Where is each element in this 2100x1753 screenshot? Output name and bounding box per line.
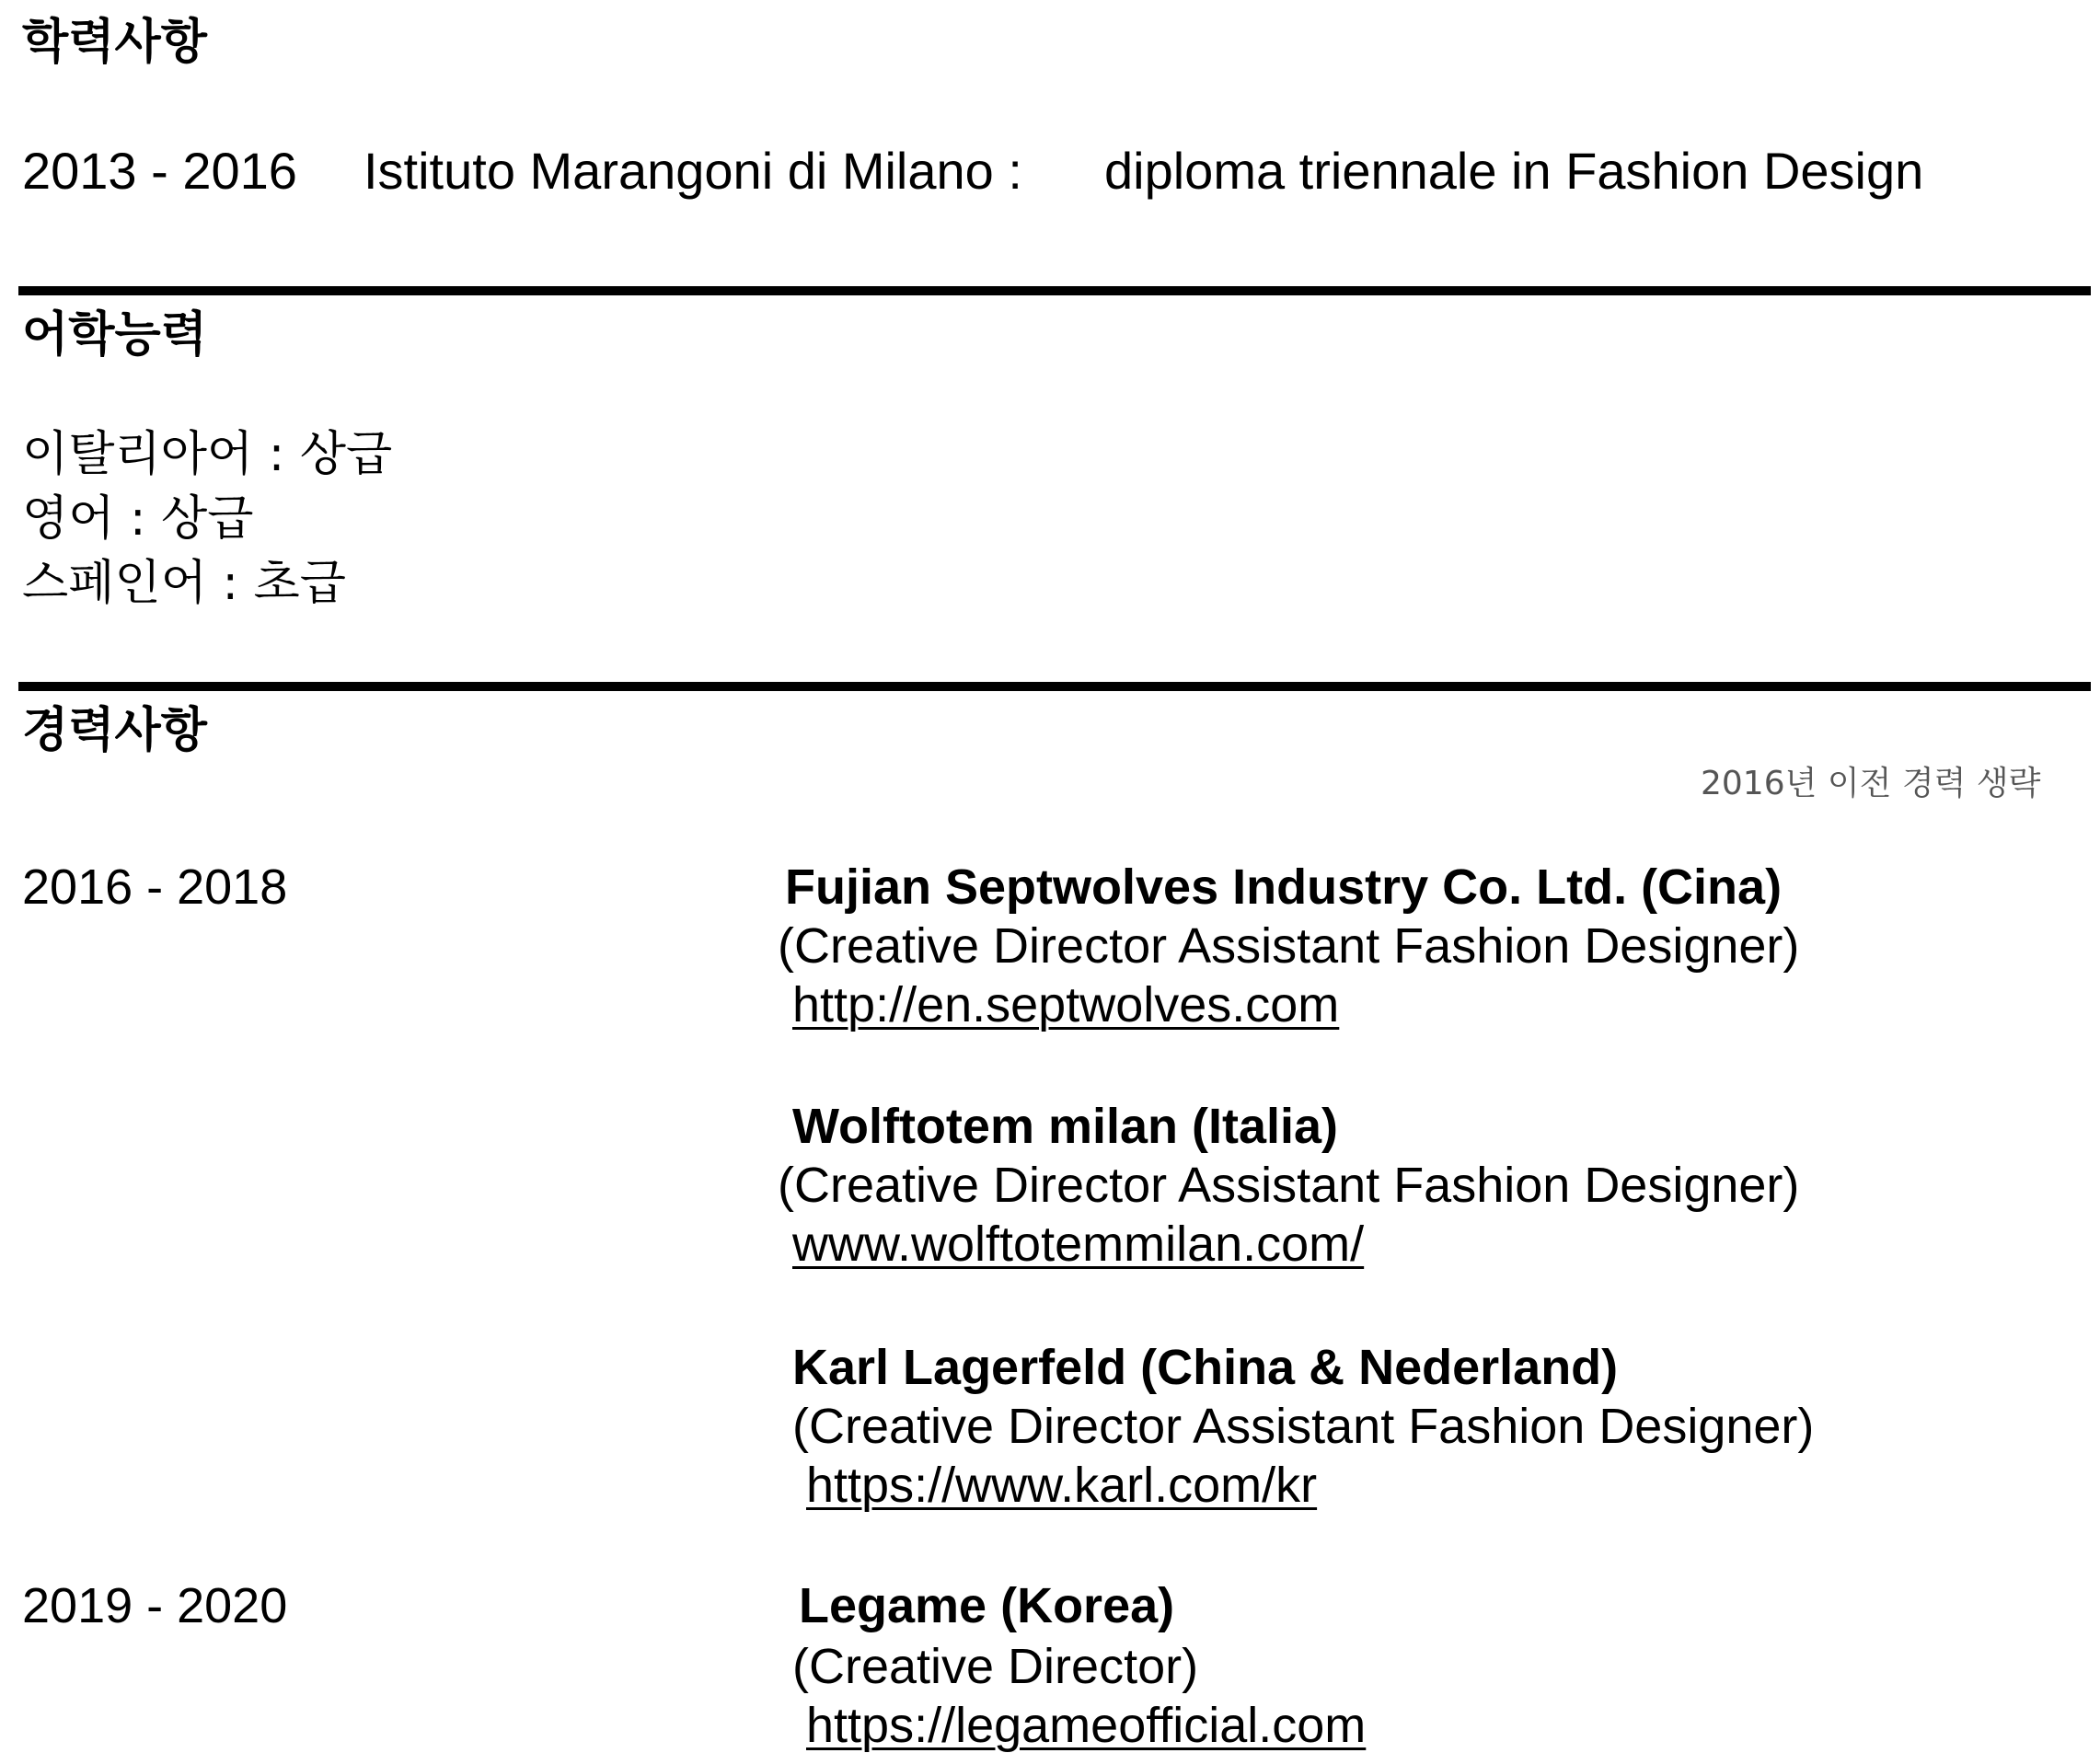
company-link[interactable]: https://legameofficial.com	[806, 1698, 1367, 1753]
company-name: Fujian Septwolves Industry Co. Ltd. (Cina)	[785, 859, 1783, 915]
language-item-spanish: 스페인어 : 초급	[22, 556, 346, 611]
languages-heading: 어학능력	[22, 307, 207, 363]
job-role: (Creative Director Assistant Fashion Designer)	[792, 1399, 1815, 1454]
company-link[interactable]: http://en.septwolves.com	[792, 977, 1340, 1032]
experience-period: 2019 - 2020	[22, 1578, 288, 1633]
job-role: (Creative Director)	[792, 1639, 1199, 1694]
experience-note: 2016년 이전 경력 생략	[1701, 765, 2041, 802]
education-school: Istituto Marangoni di Milano :	[363, 142, 1022, 200]
education-period: 2013 - 2016	[22, 142, 297, 200]
section-divider-1	[18, 286, 2091, 295]
company-link[interactable]: www.wolftotemmilan.com/	[792, 1217, 1365, 1272]
company-link[interactable]: https://www.karl.com/kr	[806, 1458, 1318, 1513]
company-name: Legame (Korea)	[799, 1578, 1175, 1633]
company-name: Wolftotem milan (Italia)	[792, 1099, 1339, 1154]
education-degree: diploma triennale in Fashion Design	[1104, 142, 1924, 200]
language-item-english: 영어 : 상급	[22, 491, 254, 547]
section-divider-2	[18, 682, 2091, 691]
experience-heading: 경력사항	[22, 703, 207, 758]
language-item-italian: 이탈리아어 : 상급	[22, 427, 393, 482]
job-role: (Creative Director Assistant Fashion Designer)	[778, 1158, 1800, 1213]
job-role: (Creative Director Assistant Fashion Designer)	[778, 918, 1800, 974]
experience-period: 2016 - 2018	[22, 859, 288, 915]
education-heading: 학력사항	[22, 15, 207, 70]
company-name: Karl Lagerfeld (China & Nederland)	[792, 1340, 1619, 1395]
